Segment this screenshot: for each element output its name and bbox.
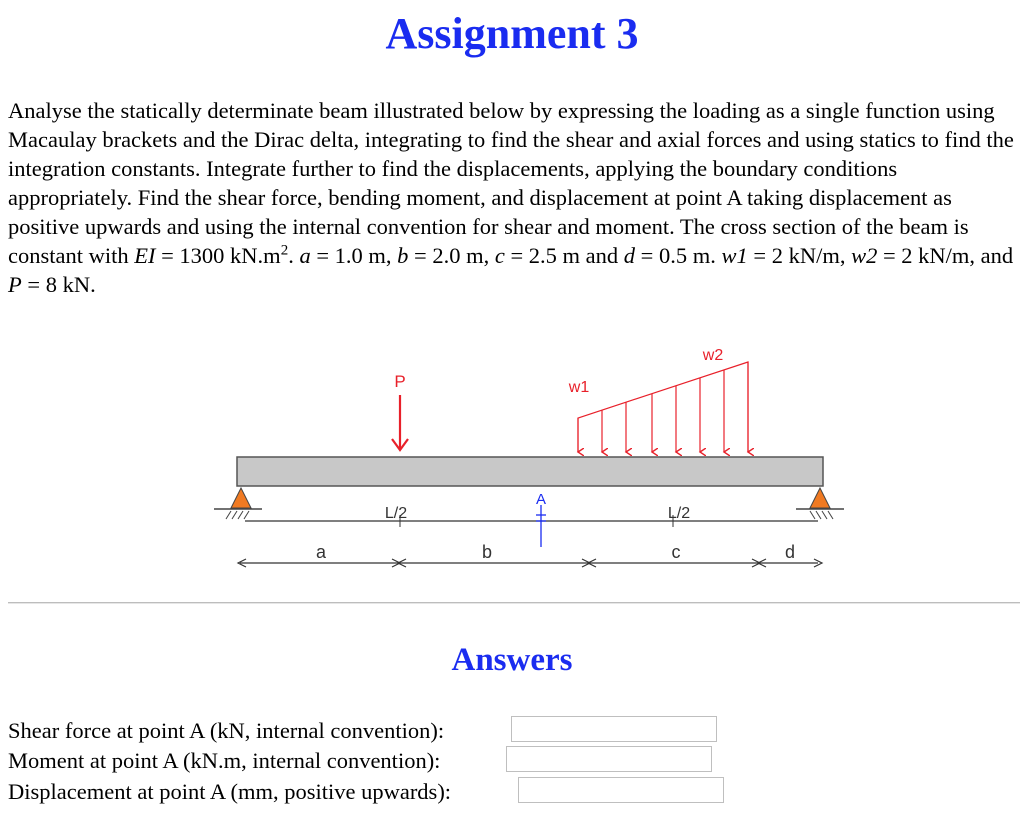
answer-row-moment xyxy=(8,744,440,776)
separator: . xyxy=(288,243,300,268)
divider xyxy=(8,602,1020,604)
c-symbol: c xyxy=(494,243,505,268)
p-value: = 8 kN. xyxy=(21,272,96,297)
point-load-arrow xyxy=(392,395,408,450)
dim-b-label: b xyxy=(481,542,493,562)
beam-diagram xyxy=(0,330,1024,592)
w1-symbol: w1 xyxy=(721,243,748,268)
shear-label: Shear force at point A (kN, internal convention): xyxy=(8,717,445,743)
a-value: = 1.0 m, xyxy=(310,243,398,268)
dim-d-label: d xyxy=(784,542,796,562)
dim-a-label: a xyxy=(315,542,327,562)
b-symbol: b xyxy=(397,243,409,268)
a-symbol: a xyxy=(299,243,311,268)
w2-value: = 2 kN/m, and xyxy=(877,243,1014,268)
w1-value: = 2 kN/m, xyxy=(747,243,852,268)
distributed-load xyxy=(578,362,748,452)
p-symbol: P xyxy=(8,272,22,297)
d-value: = 0.5 m. xyxy=(635,243,722,268)
displacement-input[interactable] xyxy=(518,777,724,803)
displacement-label: Displacement at point A (mm, positive upwards): xyxy=(8,778,452,804)
dim-c-label: c xyxy=(671,542,681,562)
shear-input[interactable] xyxy=(511,716,717,742)
point-a-label: A xyxy=(535,491,547,508)
answer-row-shear xyxy=(8,714,444,746)
half-span-left-label: L/2 xyxy=(384,505,408,522)
ei-value: = 1300 kN.m xyxy=(155,243,281,268)
answer-row-displacement xyxy=(8,775,451,807)
beam xyxy=(237,457,823,486)
point-a-marker xyxy=(536,505,546,547)
problem-statement xyxy=(8,96,1018,299)
half-span-right-label: L/2 xyxy=(667,505,691,522)
page-title: Assignment 3 xyxy=(385,9,639,58)
moment-input[interactable] xyxy=(506,746,712,772)
w2-symbol: w2 xyxy=(851,243,878,268)
ei-symbol: EI xyxy=(134,243,156,268)
w1-label: w1 xyxy=(568,379,590,396)
right-support xyxy=(796,488,844,519)
b-value: = 2.0 m, xyxy=(408,243,495,268)
d-symbol: d xyxy=(623,243,636,268)
answers-heading: Answers xyxy=(451,642,573,678)
ei-exponent: 2 xyxy=(280,242,289,259)
point-load-label: P xyxy=(394,372,406,391)
problem-text: Analyse the statically determinate beam illustrated below by expressing the loading as a single function using Macaulay brackets and the Dirac delta, integrating to find the shear and axial forces and using statics to find the integration constants. Integrate further to find the displacements, applying the boundary conditions appropriately. Find the shear force, bending moment, and displacement at point A taking displacement as positive upwards and using the internal convention for shear and moment. The cross section of the beam is constant with xyxy=(8,98,1014,268)
w2-label: w2 xyxy=(702,347,724,364)
moment-label: Moment at point A (kN.m, internal convention): xyxy=(8,747,441,773)
left-support xyxy=(214,488,262,519)
c-value: = 2.5 m and xyxy=(504,243,624,268)
